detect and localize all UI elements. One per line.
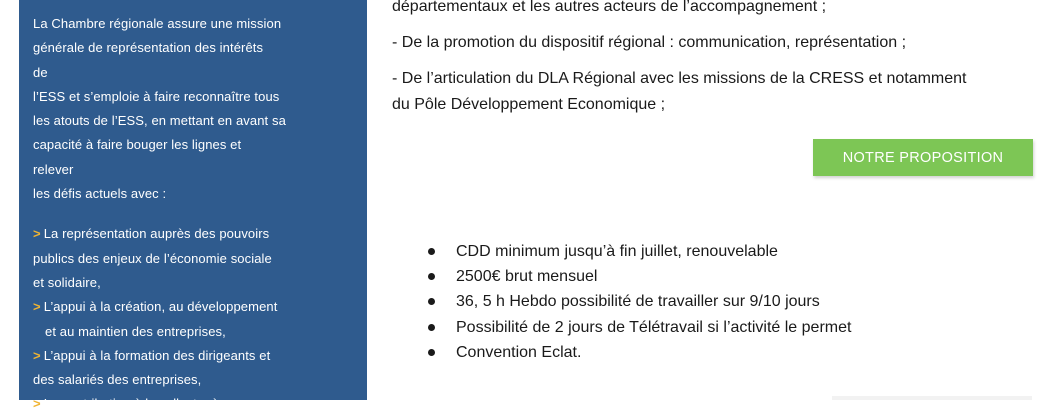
bullet-dot-icon <box>428 324 435 331</box>
bullet-dot-icon <box>428 248 435 255</box>
sidebar-list-item: > La représentation auprès des pouvoirs <box>33 226 270 242</box>
mission-paragraph: départementaux et les autres acteurs de l’accompagnement ; <box>392 0 827 15</box>
arrow-bullet-icon: > <box>33 396 41 412</box>
list-item: Possibilité de 2 jours de Télétravail si l’activité le permet <box>392 315 851 340</box>
main-content <box>392 0 1042 400</box>
arrow-bullet-icon: > <box>33 299 41 315</box>
sidebar-list-item-cont: et au maintien des entreprises, <box>45 323 226 339</box>
sidebar-intro-line: les atouts de l’ESS, en mettant en avant sa <box>33 113 286 129</box>
arrow-bullet-icon: > <box>33 347 41 363</box>
mission-paragraph: - De la promotion du dispositif régional : communication, représentation ; <box>392 34 907 51</box>
sidebar-intro-line: capacité à faire bouger les lignes et <box>33 137 242 153</box>
sidebar-list-item-cont: et solidaire, <box>33 274 101 290</box>
arrow-bullet-icon: > <box>33 226 41 242</box>
sidebar-intro-line: générale de représentation des intérêts <box>33 40 264 56</box>
notre-proposition-button[interactable]: NOTRE PROPOSITION <box>813 139 1033 176</box>
proposal-list <box>392 239 851 365</box>
sidebar-list-item: > L’appui à la création, au développement <box>33 299 278 315</box>
list-item: CDD minimum jusqu’à fin juillet, renouvelable <box>392 239 851 264</box>
sidebar-list-item: > La contribution à la collecte, à <box>33 396 219 412</box>
sidebar-cress-mission <box>19 0 367 412</box>
next-section-box <box>832 396 1032 400</box>
sidebar-list-item-cont: publics des enjeux de l’économie sociale <box>33 250 272 266</box>
sidebar-intro-line: relever <box>33 161 74 177</box>
sidebar-list-item-cont: des salariés des entreprises, <box>33 372 202 388</box>
bullet-dot-icon <box>428 349 435 356</box>
mission-paragraph: - De l’articulation du DLA Régional avec les missions de la CRESS et notamment <box>392 70 967 87</box>
list-item: 2500€ brut mensuel <box>392 264 851 289</box>
sidebar-intro-line: l’ESS et s’emploie à faire reconnaître tous <box>33 88 280 104</box>
list-item: 36, 5 h Hebdo possibilité de travailler sur 9/10 jours <box>392 289 851 314</box>
list-item: Convention Eclat. <box>392 340 851 365</box>
sidebar-intro-line: La Chambre régionale assure une mission <box>33 16 282 31</box>
sidebar-list-item: > L’appui à la formation des dirigeants et <box>33 347 271 363</box>
sidebar-intro-line: les défis actuels avec : <box>33 186 167 202</box>
spacer <box>33 206 357 222</box>
bullet-dot-icon <box>428 298 435 305</box>
mission-paragraph: du Pôle Développement Economique ; <box>392 96 666 113</box>
sidebar-intro-line: de <box>33 64 48 80</box>
bullet-dot-icon <box>428 273 435 280</box>
